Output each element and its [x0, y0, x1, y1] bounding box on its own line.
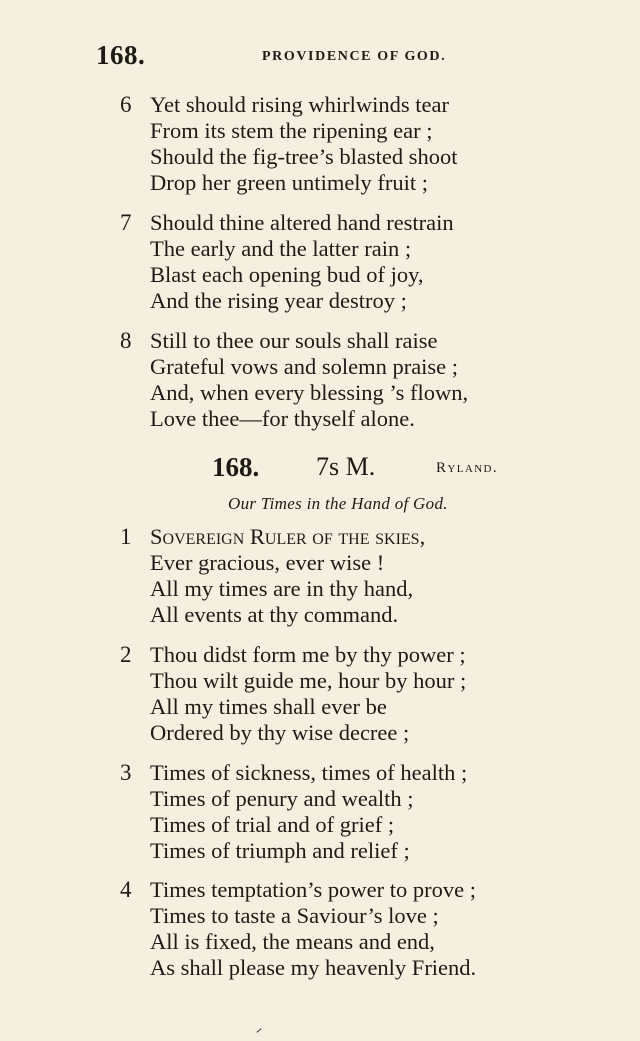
verse-line: Times of trial and of grief ;: [150, 812, 395, 837]
verse-line: Should the fig-tree’s blasted shoot: [150, 144, 458, 169]
verse-line: Blast each opening bud of joy,: [150, 262, 424, 287]
verse-line: Sovereign Ruler of the skies,: [150, 524, 426, 549]
hymn-heading: [0, 452, 640, 492]
verse-line: As shall please my heavenly Friend.: [150, 955, 477, 980]
running-title: PROVIDENCE OF GOD.: [262, 49, 447, 64]
stanza-number: 4: [120, 877, 132, 902]
verse-line: Should thine altered hand restrain: [150, 210, 454, 235]
verse-line: Times to taste a Saviour’s love ;: [150, 903, 439, 928]
stanza-number: 7: [120, 210, 132, 235]
stanza-number: 1: [120, 524, 132, 549]
stanza-number: 6: [120, 92, 132, 117]
verse-line: And, when every blessing ’s flown,: [150, 380, 469, 405]
hymn-number: 168.: [212, 452, 260, 482]
verse-line: Times temptation’s power to prove ;: [150, 877, 477, 902]
verse-line: Still to thee our souls shall raise: [150, 328, 438, 353]
verse-line: The early and the latter rain ;: [150, 236, 412, 261]
hymn-meter: 7s M.: [316, 452, 376, 481]
verse-line: Times of sickness, times of health ;: [150, 760, 468, 785]
verse-line: Love thee—for thyself alone.: [150, 406, 415, 431]
verse-line: Times of penury and wealth ;: [150, 786, 414, 811]
verse-line: Times of triumph and relief ;: [150, 838, 410, 863]
verse-line: Ever gracious, ever wise !: [150, 550, 385, 575]
verse-line: Grateful vows and solemn praise ;: [150, 354, 459, 379]
verse-line: From its stem the ripening ear ;: [150, 118, 433, 143]
verse-line: Yet should rising whirlwinds tear: [150, 92, 449, 117]
verse-line: Thou wilt guide me, hour by hour ;: [150, 668, 467, 693]
verse-line: All my times shall ever be: [150, 694, 387, 719]
verse-line: And the rising year destroy ;: [150, 288, 407, 313]
verse-line: All my times are in thy hand,: [150, 576, 414, 601]
verse-line: All is fixed, the means and end,: [150, 929, 435, 954]
printer-mark: [256, 1028, 261, 1033]
stanza-number: 3: [120, 760, 132, 785]
verse-line: All events at thy command.: [150, 602, 399, 627]
page-header: [96, 40, 496, 76]
stanza-number: 2: [120, 642, 132, 667]
stanza-number: 8: [120, 328, 132, 353]
hymn-subtitle: Our Times in the Hand of God.: [228, 494, 448, 513]
hymn-tune: Ryland.: [436, 460, 499, 476]
page-number: 168.: [96, 40, 146, 70]
verse-line: Thou didst form me by thy power ;: [150, 642, 466, 667]
verse-line: Drop her green untimely fruit ;: [150, 170, 429, 195]
verse-line: Ordered by thy wise decree ;: [150, 720, 410, 745]
